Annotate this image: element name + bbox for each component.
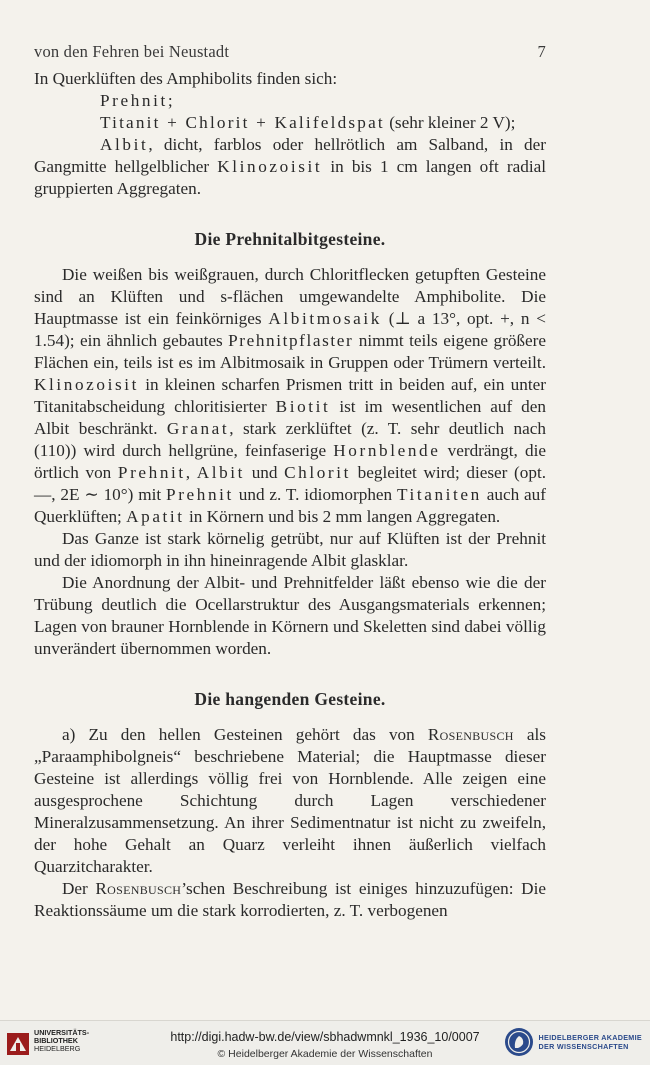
paragraph-prehnitalbit-1: Die weißen bis weißgrauen, durch Chloritflecken getupften Gesteine sind an Klüften und s-flächen umgewandelte Amphibolite. Die Hauptmasse ist ein feinkörniges Albitmosaik (⊥ a 13°, opt. +, n < 1.54); ein ähnlich gebautes Prehnitpflaster nimmt teils eigene größere Flächen ein, teils ist es im Albitmosaik in Gruppen oder Trümern verteilt. Klinozoisit in kleinen scharfen Prismen tritt in beiden auf, ein unter Titanitabscheidung chloritisierter Biotit ist im wesentlichen auf den Albit beschränkt. Granat, stark zerklüftet (z. T. sehr deutlich nach (110)) wird durch hellgrüne, feinfaserige Hornblende verdrängt, die örtlich von Prehnit, Albit und Chlorit begleitet wird; dieser (opt. —, 2E ∼ 10°) mit Prehnit und z. T. idiomorphen Titaniten auch auf Querklüften; Apatit in Körnern und bis 2 mm langen Aggregaten. [34, 265, 547, 526]
academy-seal-icon [504, 1027, 534, 1057]
paragraph-hangende-1: a) Zu den hellen Gesteinen gehört das von Rosenbusch als „Paraamphibolgneis“ beschriebene Material; die Hauptmasse dieser Gesteine ist allerdings völlig frei von Hornblende. Alle zeigen eine ausgesprochene Schichtung durch Lagen verschiedener Mineralzusammensetzung. An ihrer Sedimentnatur ist nicht zu zweifeln, der hohe Gehalt an Quarz verleiht ihnen äußerlich vielfach Quarzitcharakter. [34, 725, 546, 876]
page-number: 7 [537, 42, 546, 61]
section-heading-hangende: Die hangenden Gesteine. [194, 689, 386, 709]
section-heading-prehnitalbit: Die Prehnitalbitgesteine. [194, 229, 386, 249]
intro-line: In Querklüften des Amphibolits finden sich: [34, 69, 338, 88]
paragraph-hangende-2: Der Rosenbusch’schen Beschreibung ist einiges hinzuzufügen: Die Reaktionssäume um die stark korrodierten, z. T. verbogenen [34, 879, 546, 920]
academy-logo[interactable] [504, 1027, 642, 1057]
permalink-url[interactable]: http://digi.hadw-bw.de/view/sbhadwmnkl_1936_10/0007 [170, 1030, 480, 1044]
mineral-line-prehnit: Prehnit; [100, 91, 176, 110]
paragraph-prehnitalbit-3: Die Anordnung der Albit- und Prehnitfelder läßt ebenso wie die der Trübung deutlich die Ocellarstruktur des Ausgangsmaterials erkennen; Lagen von brauner Hornblende in Körnern und Skeletten sind dabei völlig unverändert übernommen worden. [34, 573, 546, 658]
mineral-paragraph-albit: Albit, dicht, farblos oder hellrötlich am Salband, in der Gangmitte hellgelblicher Klinozoisit in bis 1 cm langen oft radial gruppierten Aggregaten. [34, 135, 546, 198]
paragraph-prehnitalbit-2: Das Ganze ist stark körnelig getrübt, nur auf Klüften ist der Prehnit und der idiomorph in ihn hineinragende Albit glasklar. [34, 529, 546, 570]
running-title: von den Fehren bei Neustadt [34, 42, 230, 61]
mineral-line-titanit: Titanit + Chlorit + Kalifeldspat (sehr kleiner 2 V); [100, 113, 516, 132]
academy-name: HEIDELBERGER AKADEMIE DER WISSENSCHAFTEN [538, 1033, 642, 1051]
viewer-footer [0, 1020, 650, 1065]
running-head [34, 42, 546, 62]
library-name: UNIVERSITÄTS- BIBLIOTHEK HEIDELBERG [34, 1028, 90, 1053]
body-text [34, 68, 546, 922]
copyright-notice: © Heidelberger Akademie der Wissenschaften [217, 1048, 433, 1060]
